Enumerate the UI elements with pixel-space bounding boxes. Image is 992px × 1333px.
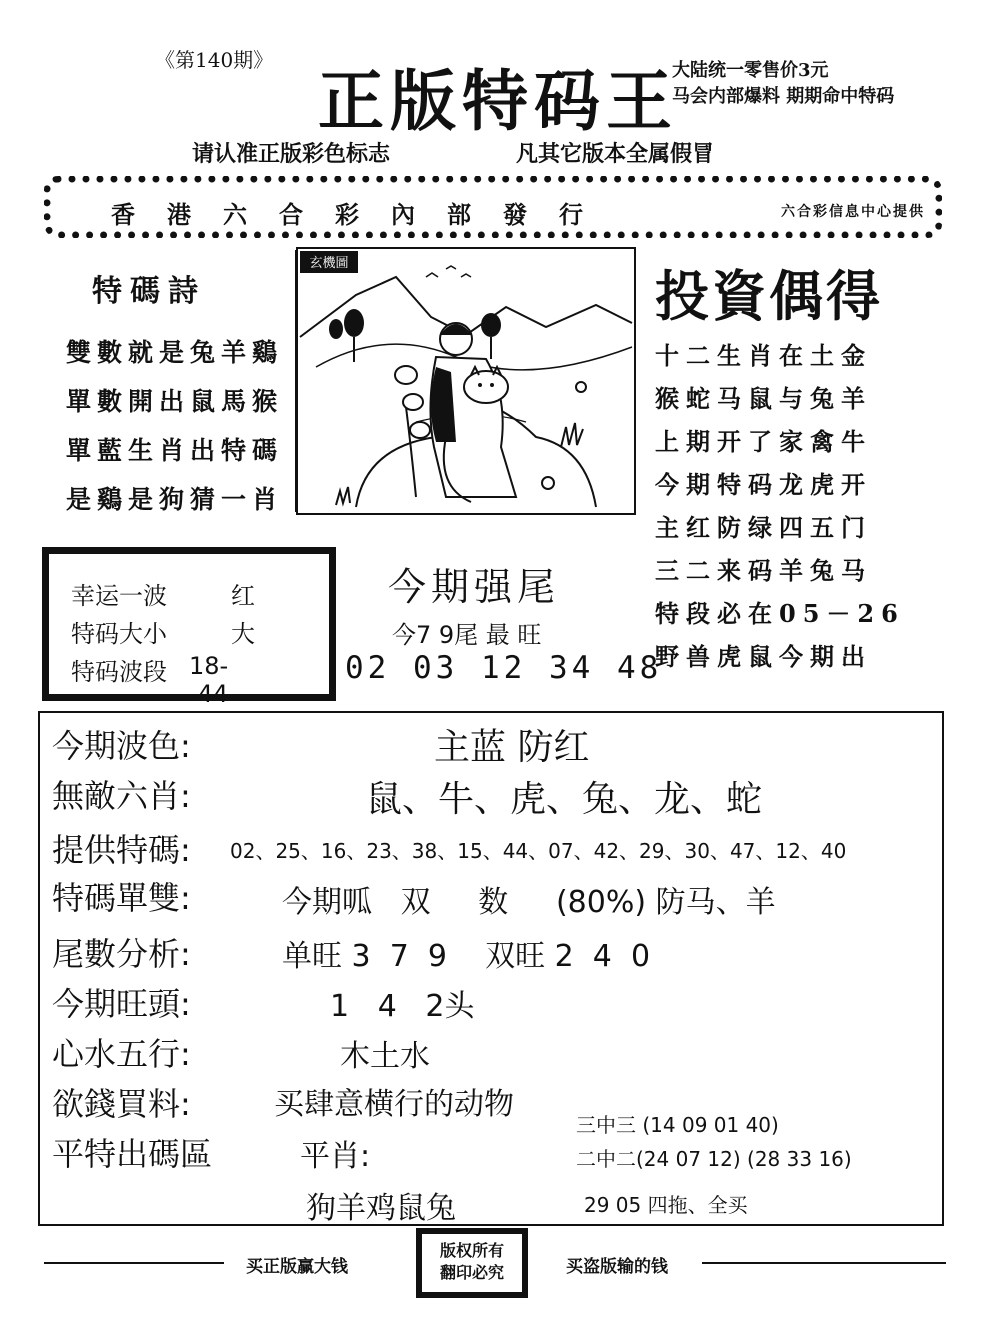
tail-value: 单旺 3 7 9 双旺 2 4 0: [282, 939, 651, 974]
lucky-row: [71, 652, 229, 708]
price-note: 大陆统一零售价3元: [672, 60, 829, 81]
tail-label: 尾數分析:: [52, 935, 191, 973]
parity-value: 今期呱 双 数 (80%) 防马、羊: [282, 885, 776, 920]
lucky-row: [71, 614, 255, 649]
flat-animals: 狗羊鸡鼠兔: [306, 1191, 456, 1226]
zodiac-value: 鼠、牛、虎、兔、龙、蛇: [366, 779, 763, 820]
buy-label: 欲錢買料:: [52, 1085, 191, 1123]
authenticity-warning-left: 请认准正版彩色标志: [192, 141, 391, 167]
lucky-value: 大: [231, 620, 255, 648]
prediction-box: [38, 711, 944, 1226]
color-value: 主蓝 防红: [434, 727, 590, 768]
invest-line: 三二来码羊兔马: [655, 556, 872, 585]
lucky-label: 幸运一波: [71, 582, 167, 610]
lucky-row: [71, 576, 255, 611]
footer-rule-right: [702, 1262, 946, 1264]
figure-with-animal-landscape-illustration: [296, 247, 636, 515]
strong-tail-digits: 今7 9尾 最 旺: [392, 621, 542, 649]
stamp-line: 翻印必究: [439, 1263, 504, 1282]
codes-value: 02、25、16、23、38、15、44、07、42、29、30、47、12、40: [230, 839, 847, 863]
stamp-line: 版权所有: [439, 1241, 504, 1260]
parity-label: 特碼單雙:: [52, 879, 191, 917]
lucky-value: 18--44: [189, 652, 229, 708]
three-in-three: 三中三 (14 09 01 40): [576, 1113, 779, 1137]
lucky-label: 特码波段: [71, 658, 167, 686]
banner-title: 香港六合彩內部發行: [111, 200, 615, 229]
dotted-banner: [44, 176, 942, 238]
flat-label: 平特出碼區: [52, 1135, 213, 1173]
invest-line: 特段必在05－26: [655, 599, 905, 628]
issue-number: 《第140期》: [155, 48, 274, 72]
authenticity-warning-right: 凡其它版本全属假冒: [516, 141, 715, 167]
poem-line: 單數開出鼠馬猴: [66, 387, 284, 416]
invest-line: 上期开了家禽牛: [655, 427, 872, 456]
footer-left-text: 买正版赢大钱: [246, 1257, 348, 1277]
slogan-note: 马会内部爆料 期期命中特码: [672, 86, 895, 107]
invest-title: 投資偶得: [655, 265, 883, 328]
strong-tail-title: 今期强尾: [388, 565, 561, 609]
head-value: 1 4 2头: [330, 989, 475, 1024]
poem-line: 雙數就是兔羊鷄: [66, 338, 284, 367]
poem-title: 特碼詩: [92, 274, 206, 309]
flat-sub-label: 平肖:: [300, 1139, 371, 1174]
lucky-value: 红: [231, 582, 255, 610]
element-label: 心水五行:: [52, 1035, 191, 1073]
footer-rule-left: [44, 1262, 224, 1264]
footer-right-text: 买盗版输的钱: [566, 1257, 668, 1277]
lucky-box: [42, 547, 336, 708]
illustration-seal: 玄機圖: [309, 256, 349, 271]
strong-tail-numbers: 02 03 12 34 48: [345, 650, 663, 686]
invest-line: 主红防绿四五门: [655, 513, 872, 542]
buy-value: 买肆意横行的动物: [274, 1087, 514, 1122]
masthead-title: 正版特码王: [318, 63, 678, 140]
head-label: 今期旺頭:: [52, 985, 191, 1023]
poem-line: 是鷄是狗猜一肖: [66, 485, 284, 514]
two-in-two: 二中二(24 07 12) (28 33 16): [576, 1147, 852, 1171]
poem-line: 單藍生肖出特碼: [66, 436, 284, 465]
element-value: 木土水: [340, 1039, 430, 1074]
invest-line: 今期特码龙虎开: [655, 470, 872, 499]
codes-label: 提供特碼:: [52, 831, 191, 869]
copyright-stamp: [416, 1228, 528, 1298]
invest-line: 十二生肖在土金: [655, 341, 872, 370]
zodiac-label: 無敵六肖:: [52, 777, 191, 815]
color-label: 今期波色:: [52, 727, 191, 765]
banner-credit: 六合彩信息中心提供: [781, 204, 925, 220]
combo-bet: 29 05 四拖、全买: [584, 1193, 748, 1217]
invest-line: 猴蛇马鼠与兔羊: [655, 384, 872, 413]
lucky-label: 特码大小: [71, 620, 167, 648]
invest-line: 野兽虎鼠今期出: [655, 642, 872, 671]
